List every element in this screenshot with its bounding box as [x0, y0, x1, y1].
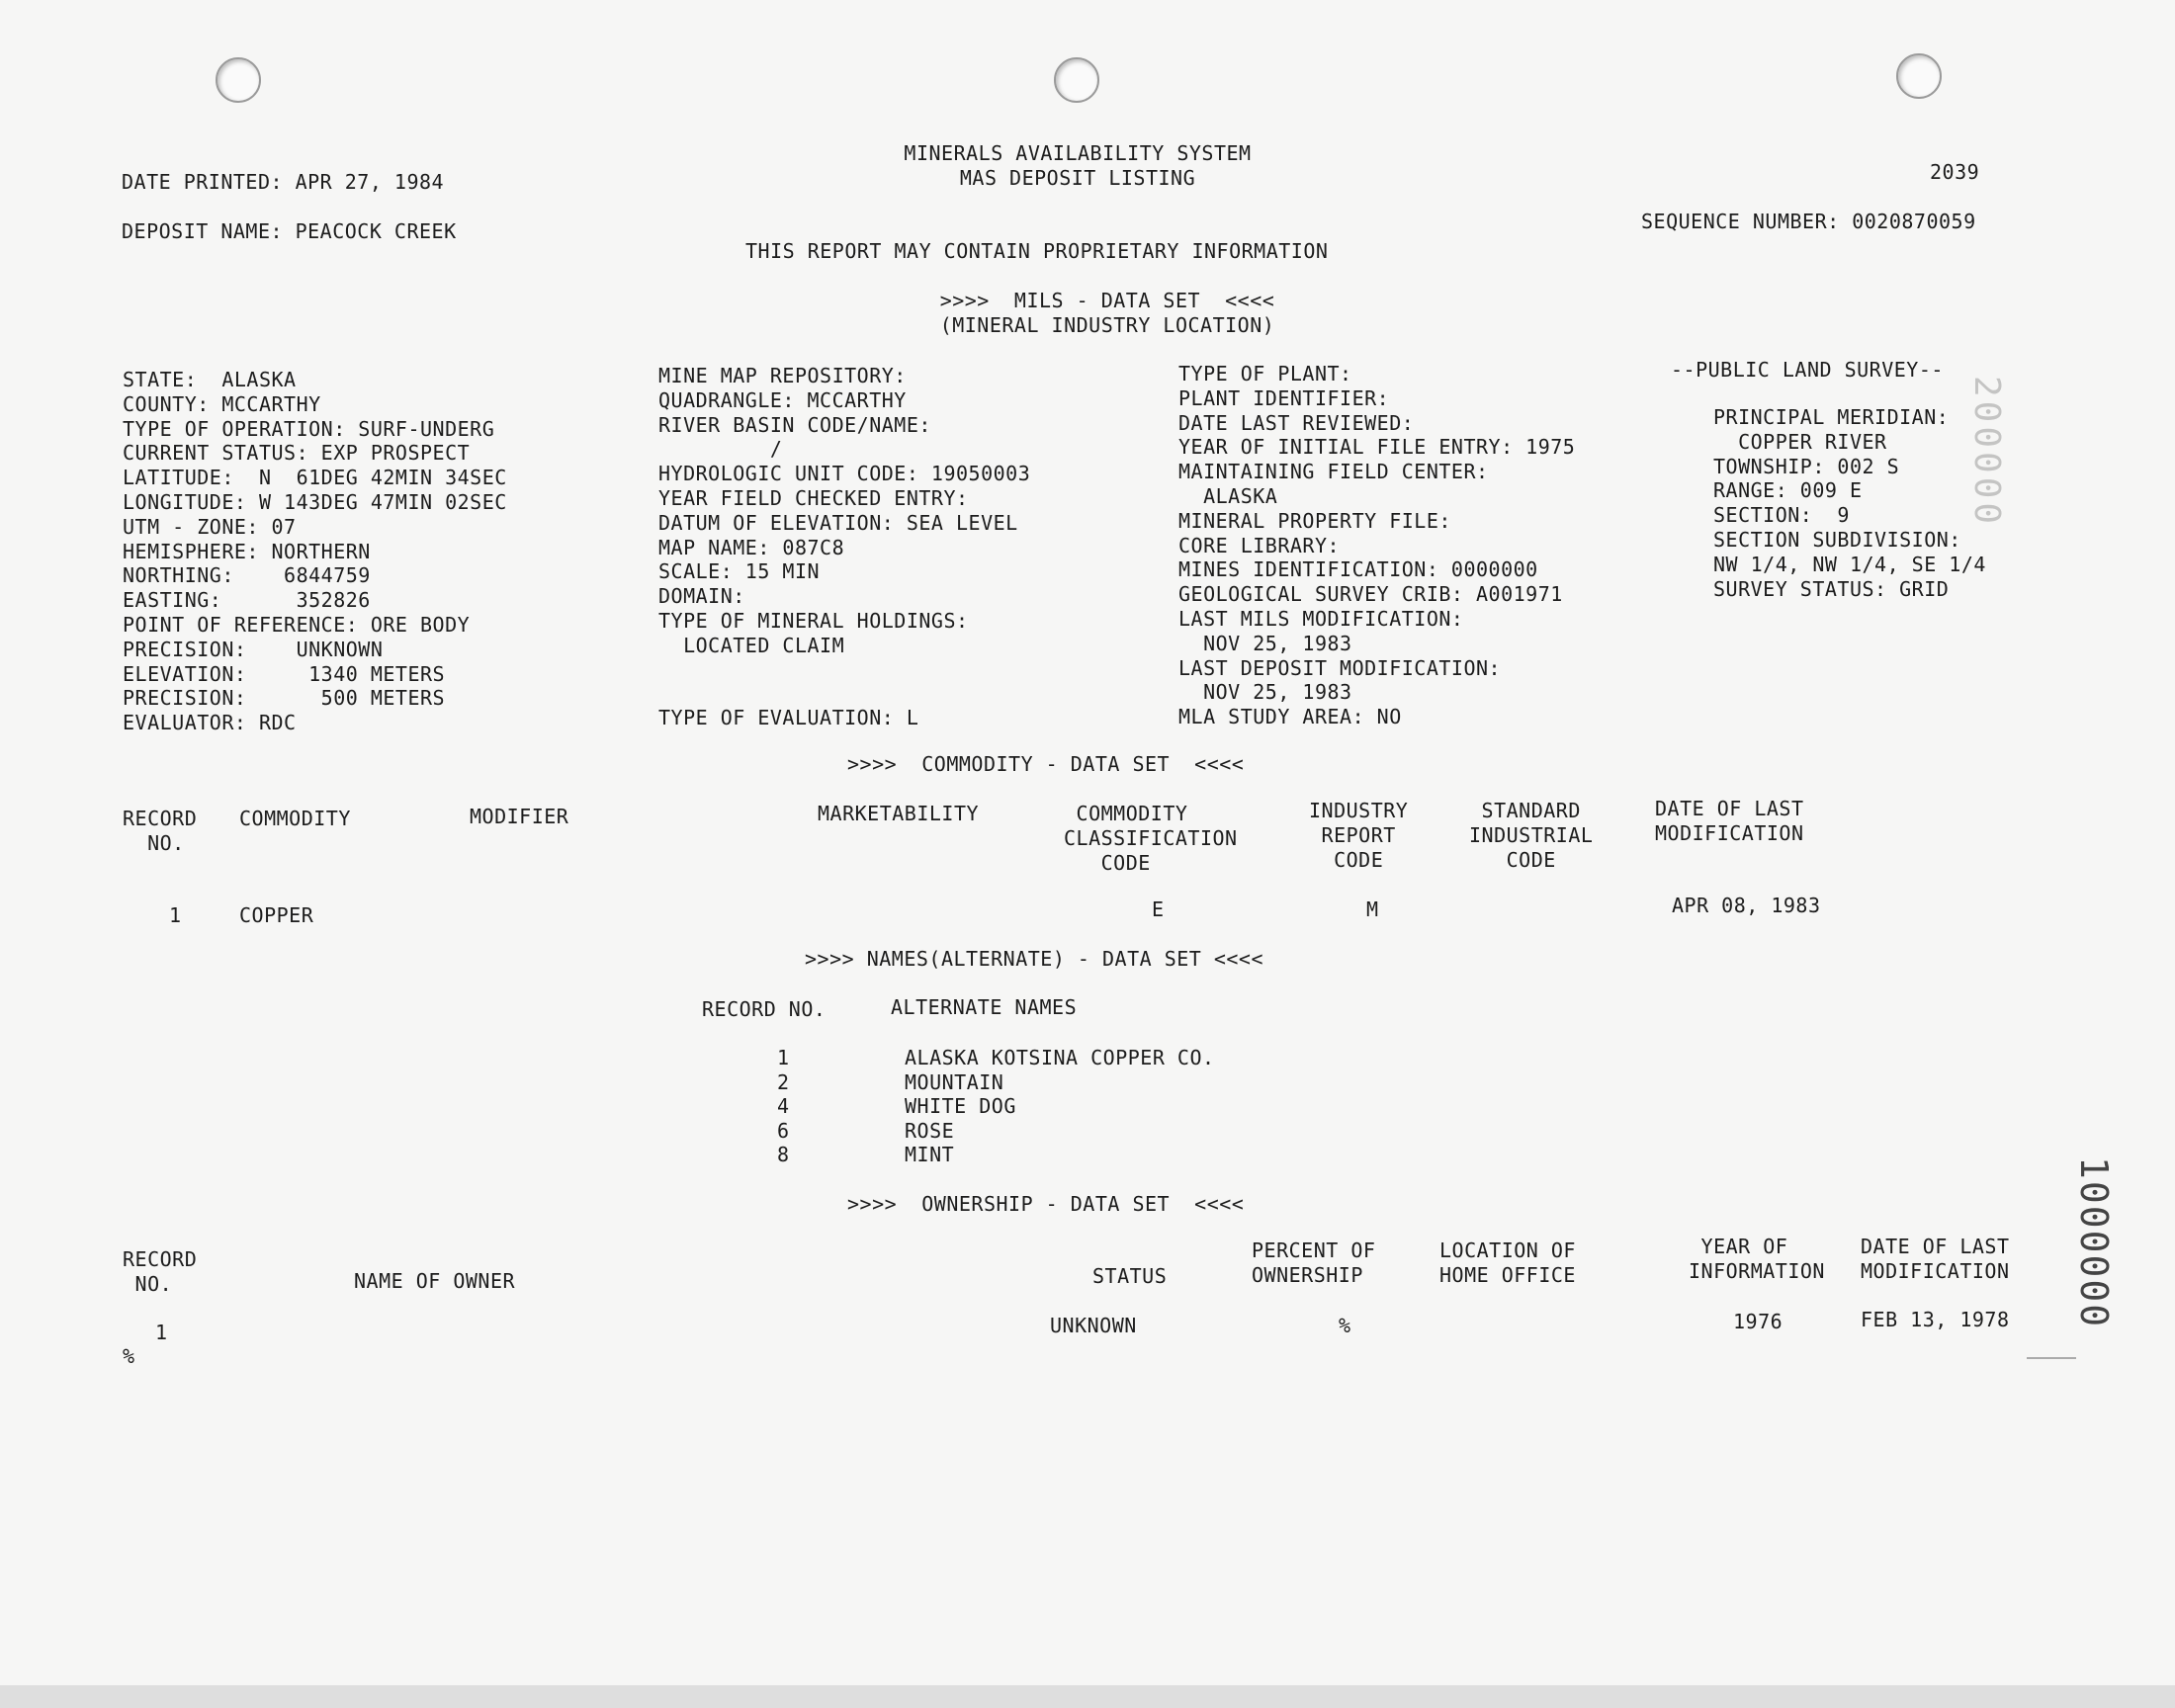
mils-col2-line: DATUM OF ELEVATION: SEA LEVEL	[658, 510, 1018, 535]
mils-col3-line: NOV 25, 1983	[1178, 680, 1352, 705]
ownership-status: UNKNOWN	[1050, 1314, 1137, 1337]
alternate-name-record-no: 6	[777, 1118, 790, 1143]
mils-col3-line: PLANT IDENTIFIER:	[1178, 385, 1390, 410]
system-title: MINERALS AVAILABILITY SYSTEM	[904, 141, 1252, 165]
ownership-header-date: DATE OF LAST MODIFICATION	[1861, 1235, 2010, 1283]
mils-col2-line: DOMAIN:	[658, 584, 745, 609]
listing-title: MAS DEPOSIT LISTING	[959, 166, 1196, 190]
commodity-header-modifier: MODIFIER	[470, 805, 569, 828]
mils-pls-line: COPPER RIVER	[1713, 429, 1887, 454]
alternate-name: ROSE	[905, 1118, 955, 1143]
mils-col1-line: ELEVATION: 1340 METERS	[123, 661, 446, 686]
mils-col3-line: MLA STUDY AREA: NO	[1178, 705, 1402, 729]
mils-col1-line: COUNTY: MCCARTHY	[123, 391, 321, 416]
commodity-header-marketability: MARKETABILITY	[818, 802, 980, 825]
proprietary-notice: THIS REPORT MAY CONTAIN PROPRIETARY INFORMATION	[745, 239, 1329, 263]
scan-bottom-edge	[0, 1685, 2175, 1708]
type-of-evaluation: TYPE OF EVALUATION: L	[658, 706, 919, 729]
commodity-header-record: RECORD NO.	[123, 807, 198, 855]
deposit-name: DEPOSIT NAME: PEACOCK CREEK	[122, 219, 457, 243]
mils-col1-line: EASTING: 352826	[123, 588, 371, 613]
mils-pls-line: SECTION SUBDIVISION:	[1713, 528, 1961, 552]
mils-col2-line: MINE MAP REPOSITORY:	[658, 364, 907, 387]
public-land-survey-title: --PUBLIC LAND SURVEY--	[1671, 358, 1944, 382]
ownership-percent: %	[1339, 1314, 1351, 1337]
commodity-modification-date: APR 08, 1983	[1672, 894, 1821, 917]
mils-col1-line: UTM - ZONE: 07	[123, 514, 297, 539]
mils-pls-line: SECTION: 9	[1713, 503, 1850, 528]
commodity-header-date: DATE OF LAST MODIFICATION	[1655, 797, 1804, 845]
alternate-name-record-no: 2	[777, 1069, 790, 1094]
mils-col3-line: DATE LAST REVIEWED:	[1178, 410, 1415, 435]
alternate-name: ALASKA KOTSINA COPPER CO.	[905, 1046, 1215, 1069]
ownership-header-record: RECORD NO.	[123, 1247, 198, 1296]
mils-pls-line: TOWNSHIP: 002 S	[1713, 454, 1900, 478]
names-title: >>>> NAMES(ALTERNATE) - DATA SET <<<<	[805, 947, 1264, 971]
mils-col3-line: TYPE OF PLANT:	[1178, 362, 1352, 385]
mils-col2-line: HYDROLOGIC UNIT CODE: 19050003	[658, 462, 1031, 486]
mils-col2-line: MAP NAME: 087C8	[658, 535, 845, 559]
commodity-header-classification: COMMODITY CLASSIFICATION CODE	[1064, 802, 1238, 875]
mils-col1-line: CURRENT STATUS: EXP PROSPECT	[123, 441, 471, 466]
mils-col1-line: PRECISION: UNKNOWN	[123, 637, 384, 661]
commodity-header-industry: INDUSTRY REPORT CODE	[1309, 799, 1409, 872]
alternate-name: MINT	[905, 1143, 955, 1166]
commodity-header-commodity: COMMODITY	[239, 807, 351, 830]
mils-col2-line: QUADRANGLE: MCCARTHY	[658, 387, 907, 412]
mils-pls-line: SURVEY STATUS: GRID	[1713, 576, 1950, 601]
ownership-record-no: 1	[155, 1321, 168, 1344]
mils-col3-line: MINERAL PROPERTY FILE:	[1178, 508, 1451, 533]
mils-col1-line: TYPE OF OPERATION: SURF-UNDERG	[123, 416, 495, 441]
mils-col2-line: RIVER BASIN CODE/NAME:	[658, 412, 931, 437]
mils-col1-line: LONGITUDE: W 143DEG 47MIN 02SEC	[123, 490, 507, 514]
ownership-header-status: STATUS	[1092, 1264, 1168, 1288]
ownership-header-year: YEAR OF INFORMATION	[1689, 1235, 1825, 1283]
mils-col1-line: LATITUDE: N 61DEG 42MIN 34SEC	[123, 466, 507, 490]
ownership-header-location: LOCATION OF HOME OFFICE	[1439, 1238, 1576, 1287]
ownership-header-owner: NAME OF OWNER	[354, 1269, 516, 1293]
commodity-industry-code: M	[1366, 897, 1379, 921]
ownership-year: 1976	[1733, 1310, 1784, 1333]
ownership-modification-date: FEB 13, 1978	[1861, 1308, 2010, 1331]
alternate-name-record-no: 4	[777, 1094, 790, 1118]
mils-pls-line: PRINCIPAL MERIDIAN:	[1713, 405, 1950, 429]
mils-col2-line: TYPE OF MINERAL HOLDINGS:	[658, 609, 969, 633]
date-printed: DATE PRINTED: APR 27, 1984	[122, 170, 445, 194]
punch-hole-center	[1054, 57, 1099, 103]
mils-col3-line: CORE LIBRARY:	[1178, 533, 1341, 557]
alternate-name-record-no: 1	[777, 1046, 790, 1069]
alternate-name: MOUNTAIN	[905, 1069, 1004, 1094]
mils-col3-line: GEOLOGICAL SURVEY CRIB: A001971	[1178, 582, 1563, 607]
margin-stamp-top: 200000	[1966, 376, 2007, 529]
mils-pls-line: RANGE: 009 E	[1713, 478, 1863, 503]
margin-stamp-bottom: 1000000	[2072, 1156, 2116, 1329]
commodity-name: COPPER	[239, 903, 314, 927]
commodity-classification-code: E	[1152, 897, 1165, 921]
mils-col1-line: STATE: ALASKA	[123, 368, 297, 391]
mils-col3-line: MINES IDENTIFICATION: 0000000	[1178, 557, 1538, 582]
mils-col3-line: LAST MILS MODIFICATION:	[1178, 607, 1464, 631]
commodity-record-no: 1	[169, 903, 182, 927]
mils-col2-line: /	[658, 437, 783, 462]
ownership-header-percent: PERCENT OF OWNERSHIP	[1252, 1238, 1376, 1287]
names-header-record: RECORD NO.	[702, 997, 826, 1021]
page-number: 2039	[1930, 160, 1980, 184]
mils-col3-line: MAINTAINING FIELD CENTER:	[1178, 460, 1489, 484]
ownership-title: >>>> OWNERSHIP - DATA SET <<<<	[847, 1192, 1245, 1216]
mils-col3-line: NOV 25, 1983	[1178, 631, 1352, 655]
mils-pls-line: NW 1/4, NW 1/4, SE 1/4	[1713, 552, 1986, 576]
alternate-name: WHITE DOG	[905, 1094, 1016, 1118]
mils-title: >>>> MILS - DATA SET <<<<	[939, 289, 1275, 312]
sequence-number: SEQUENCE NUMBER: 0020870059	[1641, 210, 1976, 233]
alternate-name-record-no: 8	[777, 1143, 790, 1166]
punch-hole-left	[216, 57, 261, 103]
ownership-record-trailer: %	[123, 1344, 135, 1368]
mils-col2-line: LOCATED CLAIM	[658, 633, 845, 657]
mils-col2-line: SCALE: 15 MIN	[658, 559, 821, 584]
mils-col1-line: HEMISPHERE: NORTHERN	[123, 539, 371, 563]
mils-col1-line: PRECISION: 500 METERS	[123, 686, 446, 711]
mils-col1-line: POINT OF REFERENCE: ORE BODY	[123, 613, 471, 637]
margin-tick	[2027, 1357, 2076, 1359]
mils-col3-line: YEAR OF INITIAL FILE ENTRY: 1975	[1178, 435, 1576, 460]
mils-col1-line: EVALUATOR: RDC	[123, 711, 297, 735]
names-header-alternate: ALTERNATE NAMES	[891, 995, 1078, 1019]
commodity-title: >>>> COMMODITY - DATA SET <<<<	[847, 752, 1245, 776]
punch-hole-right	[1896, 53, 1942, 99]
mils-col2-line: YEAR FIELD CHECKED ENTRY:	[658, 486, 969, 510]
mils-col3-line: LAST DEPOSIT MODIFICATION:	[1178, 655, 1502, 680]
mils-col1-line: NORTHING: 6844759	[123, 563, 371, 588]
mils-col3-line: ALASKA	[1178, 484, 1278, 508]
mils-subtitle: (MINERAL INDUSTRY LOCATION)	[939, 313, 1275, 337]
commodity-header-sic: STANDARD INDUSTRIAL CODE	[1469, 799, 1594, 872]
